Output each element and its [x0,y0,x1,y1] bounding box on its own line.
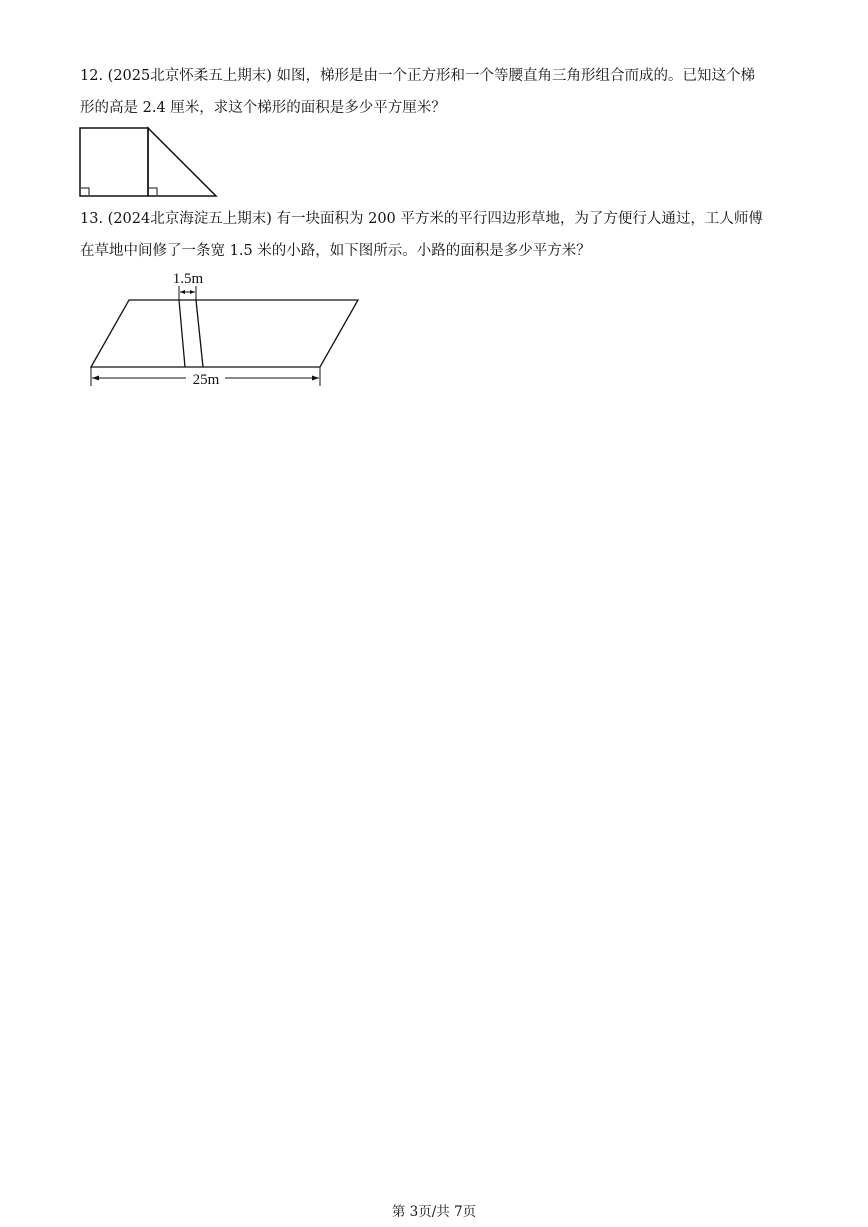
problem-12-line-1 [80,60,792,92]
base-arrowhead-left [92,376,99,381]
problem-13-line-1 [80,203,792,235]
path-width-arrowhead-left [180,290,185,294]
base-arrowhead-right [312,376,319,381]
problem-12-text-2: 形的高是 2.4 厘米，求这个梯形的面积是多少平方厘米？ [80,100,446,116]
problem-13 [80,203,792,267]
problem-13-source: (2024北京海淀五上期末) [107,211,272,227]
triangle-shape [148,128,216,196]
problem-12 [80,60,792,124]
right-angle-marker-square [81,188,89,195]
parallelogram-figure [84,266,368,392]
problem-13-text-2: 在草地中间修了一条宽 1.5 米的小路，如下图所示。小路的面积是多少平方米？ [80,243,591,259]
trapezoid-figure [76,124,226,202]
page-footer [0,1200,868,1220]
path-width-label: 1.5m [172,271,204,287]
problem-13-line-2 [80,235,792,267]
path-left-edge [179,300,185,367]
problem-13-text-1: 有一块面积为 200 平方米的平行四边形草地，为了方便行人通过，工人师傅 [276,211,763,227]
problem-12-source: (2025北京怀柔五上期末) [107,68,272,84]
problem-12-text-1: 如图，梯形是由一个正方形和一个等腰直角三角形组合而成的。已知这个梯 [276,68,755,84]
parallelogram-shape [91,300,358,367]
problem-13-number: 13. [80,211,104,227]
path-right-edge [196,300,203,367]
path-width-arrowhead-right [190,290,195,294]
problem-12-line-2 [80,92,792,124]
page-number: 第 3页/共 7页 [391,1204,477,1220]
square-shape [80,128,148,196]
right-angle-marker-triangle [149,188,157,195]
problem-12-number: 12. [80,68,104,84]
base-label: 25m [192,372,220,388]
